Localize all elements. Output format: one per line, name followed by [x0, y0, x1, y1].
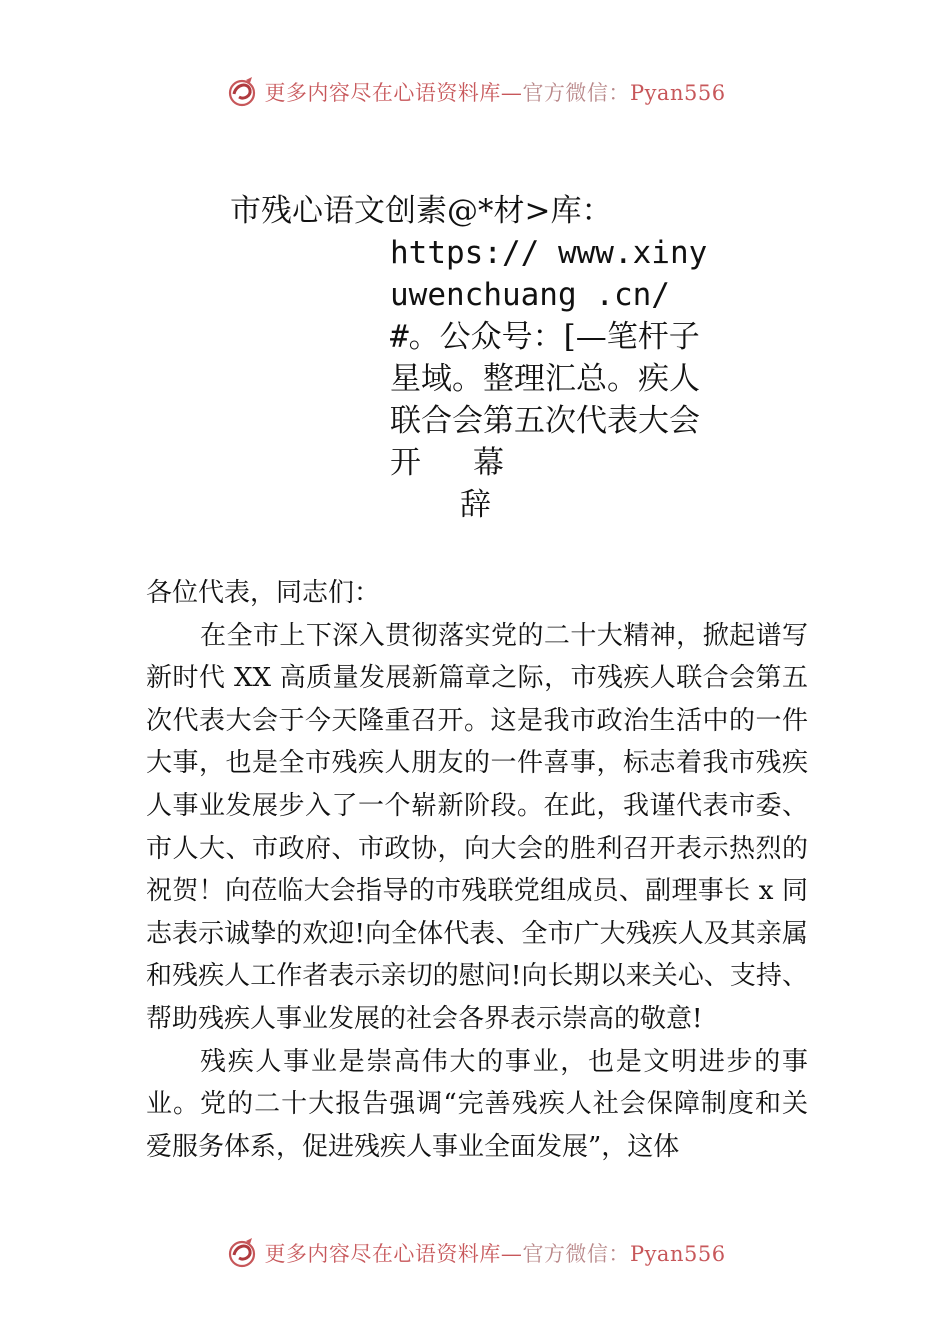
- footer-banner: [0, 1231, 950, 1275]
- paragraph: 在全市上下深入贯彻落实党的二十大精神，掀起谱写新时代 XX 高质量发展新篇章之际，市残疾人联合会第五次代表大会于今天隆重召开。这是我市政治生活中的一件大事，也是全市残疾人朋友的一件喜事，标志着我市残疾人事业发展步入了一个崭新阶段。在此，我谨代表市委、市人大、市政府、市政协，向大会的胜利召开表示热烈的祝贺！向莅临大会指导的市残联党组成员、副理事长 x 同志表示诚挚的欢迎!向全体代表、全市广大残疾人及其亲属和残疾人工作者表示亲切的慰问!向长期以来关心、支持、帮助残疾人事业发展的社会各界表示崇高的敬意!: [146, 620, 808, 1034]
- title-line: 市残心语文创素@*材>库：: [230, 193, 613, 229]
- title-url-part: .cn/#: [390, 277, 670, 355]
- title-url-part: https://: [390, 235, 540, 271]
- heart-swirl-logo-icon: [224, 1235, 260, 1271]
- paragraph: 残疾人事业是崇高伟大的事业，也是文明进步的事业。党的二十大报告强调“完善残疾人社会保障制度和关爱服务体系，促进残疾人事业全面发展”，这体: [146, 1046, 808, 1162]
- document-title: [230, 190, 750, 526]
- title-text: 幕: [473, 445, 504, 481]
- title-text: 笔杆子星域。整理汇总。疾人联合会第五次代表大会开: [390, 319, 700, 481]
- banner-text: 更多内容尽在心语资料库—官方微信：Pyan556: [264, 81, 726, 105]
- heart-swirl-logo-icon: [224, 74, 260, 110]
- salutation: 各位代表，同志们：: [146, 578, 381, 608]
- banner-text: 更多内容尽在心语资料库—官方微信：Pyan556: [264, 1242, 726, 1266]
- title-tail: 辞: [460, 487, 491, 523]
- title-continuation: [390, 232, 710, 484]
- document-body: [146, 572, 808, 1168]
- header-banner: [0, 70, 950, 114]
- title-text: 。公众号：[—: [408, 319, 607, 355]
- title-url-part: www.xinyuwenchuang: [390, 235, 708, 313]
